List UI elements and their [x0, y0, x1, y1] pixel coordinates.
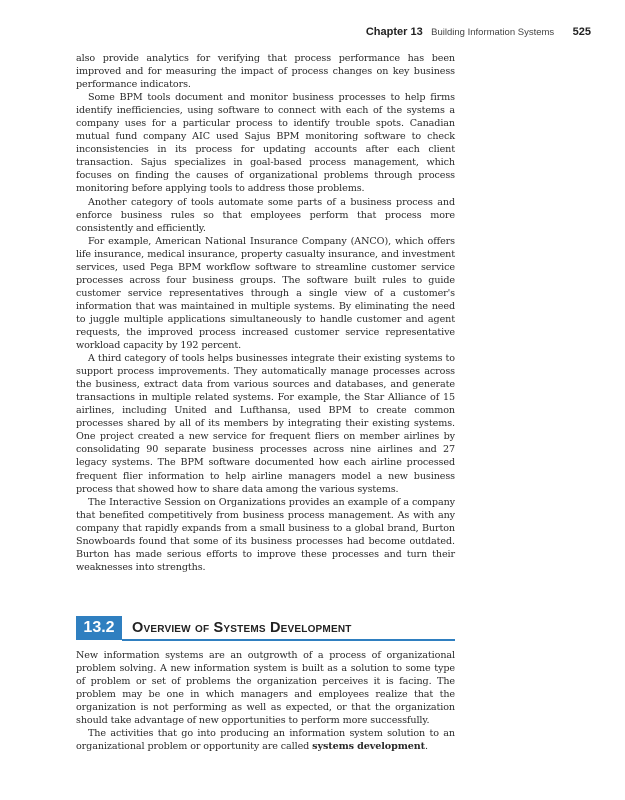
page-number: 525 [572, 26, 591, 38]
paragraph: New information systems are an outgrowth of a process of organizational problem solving. A new information system is built as a solution to some type of problem or set of problems the organization perceives it is facing. The problem may be one in which managers and employees realize that the organization is not performing as well as expected, or that the organization should take advantage of new opportunities to perform more successfully. [76, 650, 455, 727]
paragraph: The Interactive Session on Organizations provides an example of a company that benefited competitively from business process management. As with any company that rapidly expands from a small business to a global brand, Burton Snowboards found that some of its business processes had become outdated. Burton has made serious efforts to improve these processes and turn their weaknesses into strengths. [76, 496, 455, 573]
section-underline [122, 639, 455, 641]
paragraph: For example, American National Insurance Company (ANCO), which offers life insurance, medical insurance, property casualty insurance, and investment services, used Pega BPM workflow software to streamline customer service processes across four business groups. The software built rules to guide customer service representatives through a single view of a customer's information that was maintained in multiple systems. By eliminating the need to juggle multiple applications simultaneously to handle customer and agent requests, the improved process increased customer service representative workload capacity by 192 percent. [76, 235, 455, 352]
chapter-title: Building Information Systems [431, 27, 555, 38]
body-text [76, 52, 455, 574]
paragraph: Some BPM tools document and monitor business processes to help firms identify inefficiencies, using software to connect with each of the systems a company uses for a particular process to identify trouble spots. Canadian mutual fund company AIC used Sajus BPM monitoring software to check inconsistencies in its process for updating accounts after each client transaction. Sajus specializes in goal-based process management, which focuses on finding the causes of organizational problems through process monitoring before applying tools to address those problems. [76, 92, 455, 195]
section-heading [76, 616, 455, 640]
paragraph: also provide analytics for verifying that process performance has been improved and for measuring the impact of process changes on key business performance indicators. [76, 53, 455, 91]
section-text [76, 649, 455, 753]
key-term: systems development [312, 741, 425, 753]
chapter-label: Chapter 13 [365, 26, 423, 38]
section-title: Overview of Systems Development [132, 620, 352, 636]
paragraph-end: . [424, 741, 428, 753]
paragraph-text: The activities that go into producing an information system solution to an organizational problem or opportunity are called [76, 728, 455, 753]
paragraph: A third category of tools helps businesses integrate their existing systems to support process improvements. They automatically manage processes across the business, extract data from various sources and databases, and generate transactions in multiple related systems. For example, the Star Alliance of 15 airlines, including United and Lufthansa, used BPM to create common processes shared by all of its members by integrating their existing systems. One project created a new service for frequent fliers on member airlines by consolidating 90 separate business processes across nine airlines and 27 legacy systems. The BPM software documented how each airline processed frequent flier information to help airline managers model a new business process that showed how to share data among the various systems. [76, 353, 455, 495]
section-number-badge: 13.2 [76, 616, 122, 640]
paragraph-with-key-term [76, 727, 455, 753]
paragraph: Another category of tools automate some parts of a business process and enforce business rules so that employees perform that process more consistently and efficiently. [76, 196, 455, 234]
running-header [60, 22, 591, 40]
